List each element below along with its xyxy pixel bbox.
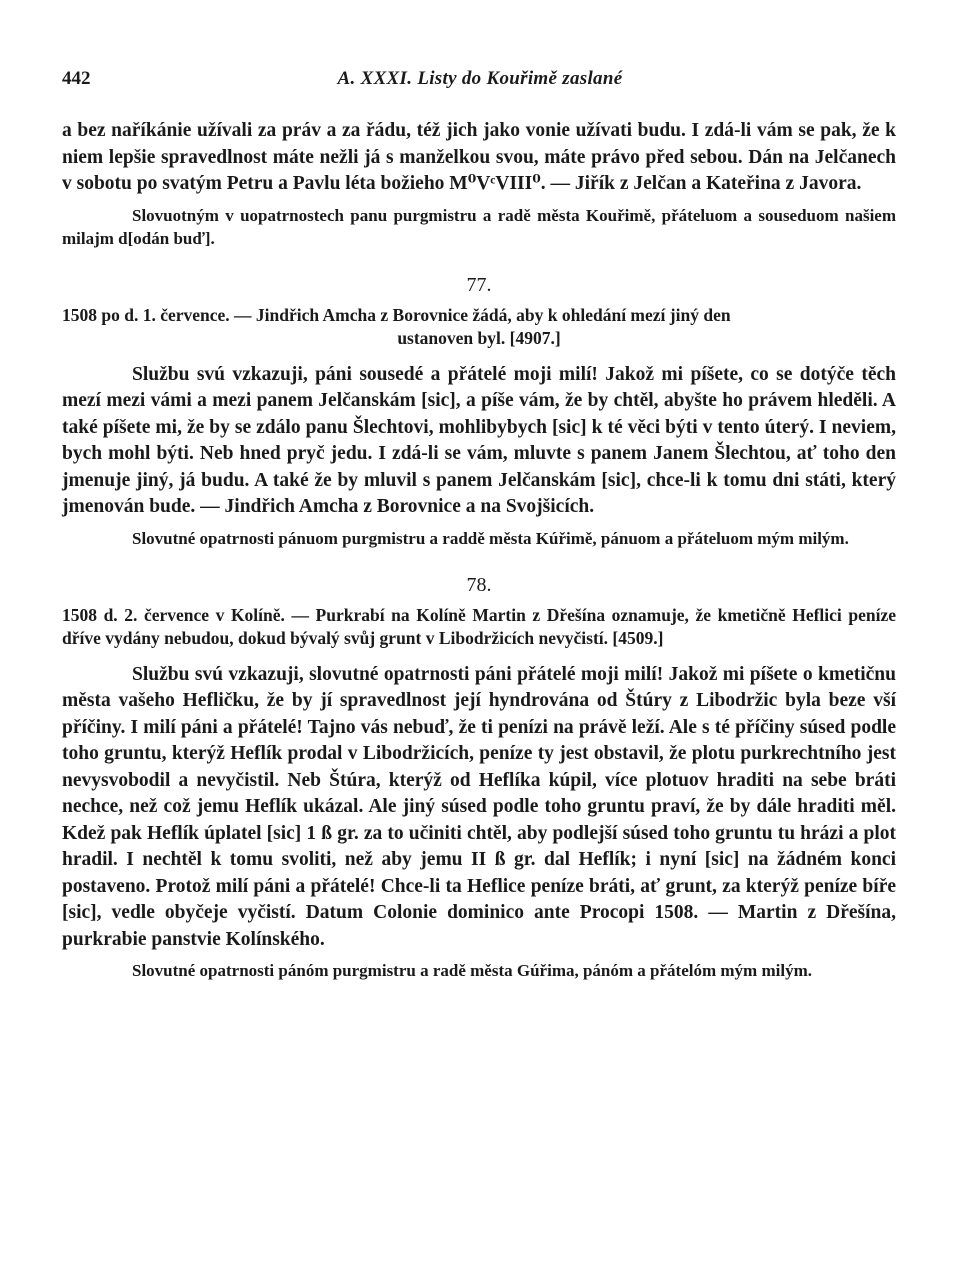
doc-78-regest: 1508 d. 2. července v Kolíně. — Purkrabí na Kolíně Martin z Dřešína oznamuje, že kmetičně Heflici peníze dříve vydány nebudou, dokud bývalý svůj grunt v Libodržicích nevyčistí. [4509.] xyxy=(62,604,896,648)
running-head: A. XXXI. Listy do Kouřimě zaslané xyxy=(337,68,623,89)
doc-78-number: 78. xyxy=(466,573,492,596)
page-number: 442 xyxy=(62,68,91,89)
doc-78-text: Službu svú vzkazuji, slovutné opatrnosti páni přátelé moji milí! Jakož mi píšete o kmetičnu města vašeho Hefličku, že by jí spravedlnost její hyndrována od Štúry z Libodržic byla beze vší příčiny. I milí páni a přátelé! Tajno vás nebuď, že ti penízi na právě leží. Ale s té příčiny súsed podle toho gruntu, kterýž Heflík prodal v Libodržicích, peníze ty jest obstavil, že plotu purkrechtního jest nevysvobodil a nevyčistil. Neb Štúra, kterýž od Heflíka kúpil, více plotuov hraditi na sebe bráti nechce, než což jemu Heflík ukázal. Ale jiný súsed podle toho gruntu praví, že by dále hraditi měl. Kdež pak Heflík úplatel [sic] 1 ß gr. za to učiniti chtěl, aby podlejší súsed toho gruntu tu hrázi a plot hradil. I nechtěl k tomu svoliti, než aby jemu II ß gr. dal Heflík; i nyní [sic] na žádném konci postaveno. Protož milí páni a přátelé! Chce-li ta Heflice peníze bráti, ať grunt, za kterýž peníze bíře [sic], vedle obyčeje vyčistí. Datum Colonie dominico ante Procopi 1508. — Martin z Dřešína, purkrabie panstvie Kolínského. xyxy=(62,663,896,950)
doc-78-address: Slovutné opatrnosti pánóm purgmistru a radě města Gúřima, pánóm a přátelóm mým milým. xyxy=(132,961,812,980)
page-body xyxy=(62,118,896,982)
doc-77-number: 77. xyxy=(466,273,492,296)
doc-77-text: Službu svú vzkazuji, páni sousedé a přátelé moji milí! Jakož mi píšete, co se dotýče těch mezí mezi vámi a mezi panem Jelčanskám [sic], a píše vám, že by chtěl, abyšte ho právem hleděli. A také píšete mi, že by se zdálo panu Šlechtovi, mohlibybych [sic] k té věci býti v tento úterý. I neviem, bych mohl býti. Neb hned pryč jedu. I zdá-li se vám, mluvte s panem Janem Šlechtou, ať toho den jmenuje jiný, já budu. A také že by mluvil s panem Jelčanskám [sic], chce-li k tomu dni státi, který jmenován bude. — Jindřich Amcha z Borovnice a na Svojšicích. xyxy=(62,363,896,517)
continuation-address: Slovuotným v uopatrnostech panu purgmistru a radě města Kouřimě, přáteluom a souseduom našiem milajm d[odán buď]. xyxy=(62,205,896,248)
continuation-text: a bez naříkánie užívali za práv a za řádu, též jich jako vonie užívati budu. I zdá-li vám se pak, že k niem lepšie spravedlnost máte nežli já s manželkou svou, máte právo před sebou. Dán na Jelčanech v sobotu po svatým Petru a Pavlu léta božieho M⁰VᶜVIII⁰. — Jiřík z Jelčan a Kateřina z Javora. xyxy=(62,120,896,194)
doc-77-address: Slovutné opatrnosti pánuom purgmistru a raddě města Kúřimě, pánuom a přáteluom mým milým. xyxy=(132,528,849,548)
doc-77-regest-line1: 1508 po d. 1. července. — Jindřich Amcha z Borovnice žádá, aby k ohledání mezí jiný den xyxy=(62,304,731,325)
doc-77-regest xyxy=(62,304,896,350)
doc-77-regest-line2: ustanoven byl. [4907.] xyxy=(397,327,561,348)
page-header xyxy=(62,68,898,94)
